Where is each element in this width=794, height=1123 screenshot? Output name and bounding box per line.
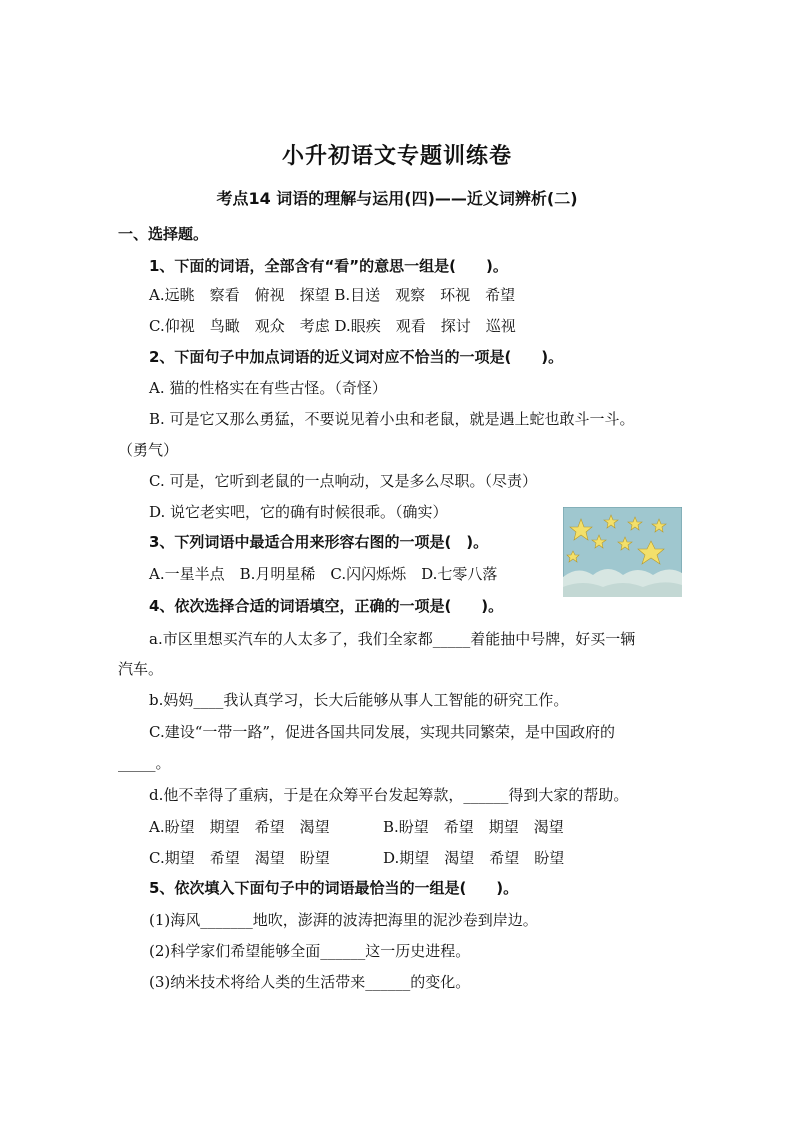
q4-sentence-d: d.他不幸得了重病，于是在众筹平台发起筹款，______得到大家的帮助。 bbox=[149, 786, 629, 804]
q3-options: A.一星半点 B.月明星稀 C.闪闪烁烁 D.七零八落 bbox=[149, 565, 498, 583]
q5-sentence-1: (1)海风_______地吹，澎湃的波涛把海里的泥沙卷到岸边。 bbox=[149, 911, 538, 929]
q4-sentence-c: C.建设“一带一路”，促进各国共同发展，实现共同繁荣，是中国政府的 bbox=[149, 723, 616, 741]
q2-option-d: D. 说它老实吧，它的确有时候很乖。（确实） bbox=[149, 503, 448, 521]
q4-sentence-b: b.妈妈____我认真学习，长大后能够从事人工智能的研究工作。 bbox=[149, 691, 569, 709]
q1-options-row2: C.仰视 鸟瞰 观众 考虑 D.眼疾 观看 探讨 巡视 bbox=[149, 317, 516, 335]
q5-sentence-3: (3)纳米技术将给人类的生活带来______的变化。 bbox=[149, 973, 471, 991]
q4-option-a: A.盼望 期望 希望 渴望 bbox=[149, 818, 330, 836]
page-title: 小升初语文专题训练卷 bbox=[281, 144, 512, 169]
q5-sentence-2: (2)科学家们希望能够全面______这一历史进程。 bbox=[149, 942, 471, 960]
q4-sentence-a: a.市区里想买汽车的人太多了，我们全家都_____着能抽中号牌，好买一辆 bbox=[149, 630, 636, 648]
q4-option-d: D.期望 渴望 希望 盼望 bbox=[383, 849, 565, 867]
q1-options-row1: A.远眺 察看 俯视 探望 B.目送 观察 环视 希望 bbox=[149, 286, 516, 304]
q1-stem: 1、下面的词语，全部含有“看”的意思一组是( )。 bbox=[149, 257, 508, 275]
q4-option-c: C.期望 希望 渴望 盼望 bbox=[149, 849, 330, 867]
page-subtitle: 考点14 词语的理解与运用(四)——近义词辨析(二) bbox=[216, 189, 578, 208]
q3-stem: 3、下列词语中最适合用来形容右图的一项是( )。 bbox=[149, 533, 489, 551]
q4-sentence-c-cont: _____。 bbox=[118, 754, 171, 772]
q5-stem: 5、依次填入下面句子中的词语最恰当的一组是( )。 bbox=[149, 879, 519, 897]
q2-option-c: C. 可是，它听到老鼠的一点响动，又是多么尽职。（尽责） bbox=[149, 472, 537, 490]
q4-sentence-a-cont: 汽车。 bbox=[118, 660, 164, 678]
section-heading: 一、选择题。 bbox=[118, 225, 209, 243]
q4-stem: 4、依次选择合适的词语填空，正确的一项是( )。 bbox=[149, 597, 504, 615]
q2-option-b-cont: （勇气） bbox=[118, 441, 179, 459]
star-sky-illustration bbox=[563, 507, 682, 597]
q2-option-a: A. 猫的性格实在有些古怪。（奇怪） bbox=[149, 379, 387, 397]
q2-stem: 2、下面句子中加点词语的近义词对应不恰当的一项是( )。 bbox=[149, 348, 564, 366]
q2-option-b: B. 可是它又那么勇猛，不要说见着小虫和老鼠，就是遇上蛇也敢斗一斗。 bbox=[149, 410, 635, 428]
q4-option-b: B.盼望 希望 期望 渴望 bbox=[383, 818, 564, 836]
